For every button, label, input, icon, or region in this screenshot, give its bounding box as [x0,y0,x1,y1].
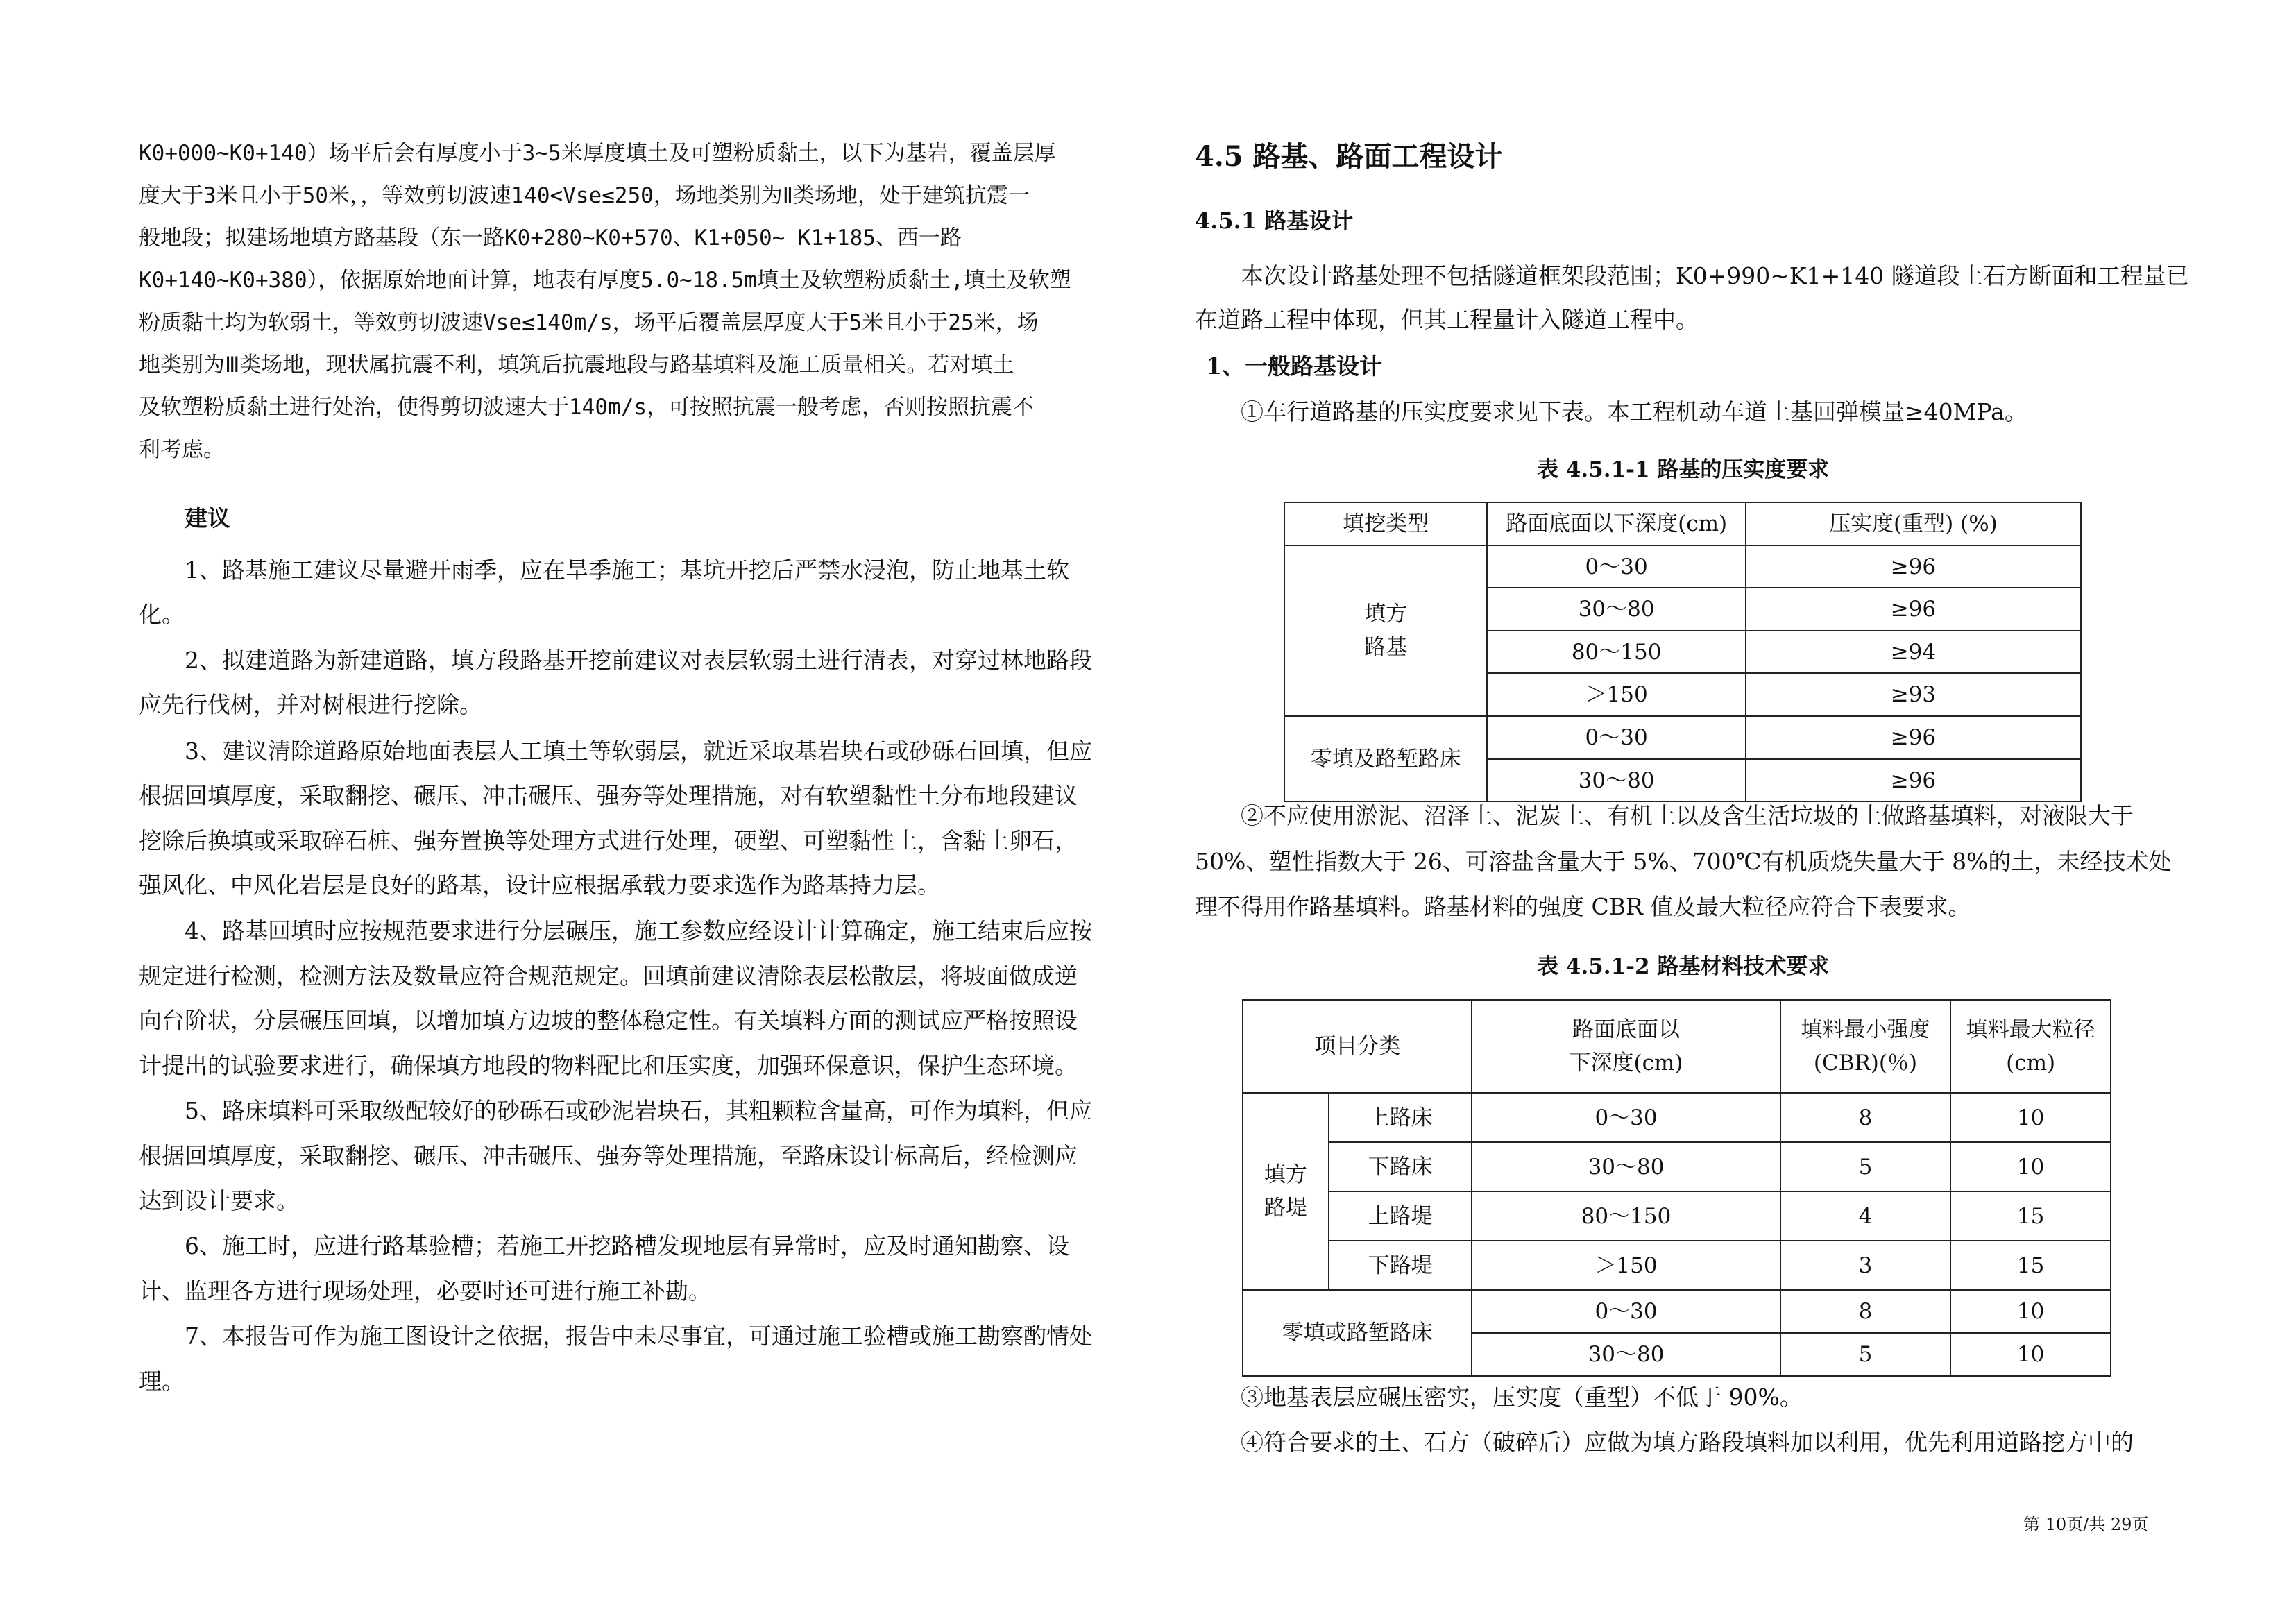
suggest-line: 计、监理各方进行现场处理，必要时还可进行施工补勘。 [139,1277,711,1305]
item-2-line: 理不得用作路基填料。路基材料的强度 CBR 值及最大粒径应符合下表要求。 [1195,893,1971,920]
suggest-line: 4、路基回填时应按规范要求进行分层碾压，施工参数应经设计计算确定，施工结束后应按 [185,917,1092,944]
table-cell: ＞150 [1487,673,1745,716]
table-row [1243,1142,2111,1191]
table-cell: 80～150 [1487,631,1745,673]
suggest-line: 规定进行检测，检测方法及数量应符合规范规定。回填前建议清除表层松散层，将坡面做成逆 [139,962,1078,989]
table-row [1284,545,2081,588]
suggest-line: 达到设计要求。 [139,1187,299,1214]
body-line: 度大于3米且小于50米，，等效剪切波速140<Vse≤250，场地类别为Ⅱ类场地，处于建筑抗震一 [139,183,1030,208]
body-line: K0+140~K0+380），依据原始地面计算，地表有厚度5.0~18.5m填土及软塑粉质黏土,填土及软塑 [139,268,1071,293]
table-header-row [1284,502,2081,545]
table-cell: 8 [1780,1093,1951,1142]
group-cell: 填方 路基 [1284,545,1487,716]
table-cell: 0～30 [1487,545,1745,588]
suggest-line: 5、路床填料可采取级配较好的砂砾石或砂泥岩块石，其粗颗粒含量高，可作为填料，但应 [185,1097,1092,1124]
subsection-title: 4.5.1 路基设计 [1195,207,1354,234]
table-cell: 80～150 [1472,1191,1780,1241]
suggest-line: 向台阶状，分层碾压回填，以增加填方边坡的整体稳定性。有关填料方面的测试应严格按照设 [139,1007,1078,1034]
table-row [1284,716,2081,759]
body-line: K0+000~K0+140）场平后会有厚度小于3~5米厚度填土及可塑粉质黏土，以下为基岩，覆盖层厚 [139,141,1056,166]
table-cell: ≥96 [1746,588,2081,631]
suggest-heading: 建议 [185,504,230,532]
table2-caption: 表 4.5.1-2 路基材料技术要求 [1537,954,1830,979]
table-cell: 30～80 [1472,1333,1780,1376]
paragraph-line: 在道路工程中体现，但其工程量计入隧道工程中。 [1195,306,1699,333]
suggest-line: 3、建议清除道路原始地面表层人工填土等软弱层，就近采取基岩块石或砂砾石回填，但应 [185,738,1092,765]
table-materials [1242,999,2111,1377]
suggest-line: 根据回填厚度，采取翻挖、碾压、冲击碾压、强夯等处理措施，至路床设计标高后，经检测应 [139,1142,1078,1169]
table-cell: ＞150 [1472,1241,1780,1290]
body-line: 粉质黏土均为软弱土，等效剪切波速Vse≤140m/s，场平后覆盖层厚度大于5米且小于25米，场 [139,310,1039,335]
table-cell: 10 [1950,1093,2111,1142]
table-cell: 0～30 [1472,1093,1780,1142]
table-cell: ≥96 [1746,545,2081,588]
group-cell: 零填或路堑路床 [1243,1290,1472,1376]
table-cell: 30～80 [1487,759,1745,801]
table-header-row [1243,1000,2111,1093]
table-cell: 15 [1950,1241,2111,1290]
group-cell: 零填及路堑路床 [1284,716,1487,801]
table-cell: ≥96 [1746,759,2081,801]
table-cell: 5 [1780,1142,1951,1191]
table-cell: 0～30 [1472,1290,1780,1333]
table-cell: 10 [1950,1290,2111,1333]
suggest-line: 理。 [139,1368,185,1395]
header-cell: 路面底面以下深度(cm) [1487,502,1745,545]
table-cell: 上路堤 [1329,1191,1472,1241]
table-cell: ≥94 [1746,631,2081,673]
item-2-line: 50%、塑性指数大于 26、可溶盐含量大于 5%、700℃有机质烧失量大于 8%的土，未经技术处 [1195,848,2172,875]
suggest-line: 强风化、中风化岩层是良好的路基，设计应根据承载力要求选作为路基持力层。 [139,872,940,899]
header-cell: 项目分类 [1243,1000,1472,1093]
suggest-line: 6、施工时，应进行路基验槽；若施工开挖路槽发现地层有异常时，应及时通知勘察、设 [185,1232,1069,1259]
table-cell: 4 [1780,1191,1951,1241]
suggest-line: 应先行伐树，并对树根进行挖除。 [139,691,482,718]
body-line: 般地段；拟建场地填方路基段（东一路K0+280~K0+570、K1+050~ K1+185、西一路 [139,226,962,250]
suggest-line: 1、路基施工建议尽量避开雨季，应在旱季施工；基坑开挖后严禁水浸泡，防止地基土软 [185,556,1069,584]
table-cell: 3 [1780,1241,1951,1290]
item-4: ④符合要求的土、石方（破碎后）应做为填方路段填料加以利用，优先利用道路挖方中的 [1241,1429,2134,1456]
table1-caption: 表 4.5.1-1 路基的压实度要求 [1537,457,1830,482]
page-number: 第 10页/共 29页 [2023,1515,2149,1534]
general-heading: 1、一般路基设计 [1206,352,1382,380]
header-cell: 填料最大粒径 (cm) [1950,1000,2111,1093]
item-3: ③地基表层应碾压密实，压实度（重型）不低于 90%。 [1241,1384,1803,1411]
header-cell: 填料最小强度 (CBR)(％) [1780,1000,1951,1093]
suggest-line: 根据回填厚度，采取翻挖、碾压、冲击碾压、强夯等处理措施，对有软塑黏性土分布地段建议 [139,782,1078,809]
header-cell: 路面底面以 下深度(cm) [1472,1000,1780,1093]
suggest-line: 挖除后换填或采取碎石桩、强夯置换等处理方式进行处理，硬塑、可塑黏性土，含黏土卵石， [139,827,1078,854]
item-1: ①车行道路基的压实度要求见下表。本工程机动车道土基回弹模量≥40MPa。 [1241,398,2027,425]
table-compaction [1284,502,2082,802]
table-cell: 8 [1780,1290,1951,1333]
table-cell: 30～80 [1472,1142,1780,1191]
suggest-line: 2、拟建道路为新建道路，填方段路基开挖前建议对表层软弱土进行清表，对穿过林地路段 [185,647,1092,674]
table-cell: 10 [1950,1333,2111,1376]
table-cell: ≥96 [1746,716,2081,759]
group-cell: 填方 路堤 [1243,1093,1329,1290]
section-title: 4.5 路基、路面工程设计 [1195,140,1503,173]
table-row [1243,1191,2111,1241]
body-line: 及软塑粉质黏土进行处治，使得剪切波速大于140m/s，可按照抗震一般考虑，否则按照抗震不 [139,395,1034,420]
table-row [1243,1093,2111,1142]
table-row [1243,1290,2111,1333]
table-cell: 15 [1950,1191,2111,1241]
table-cell: 10 [1950,1142,2111,1191]
table-cell: 下路床 [1329,1142,1472,1191]
table-row [1243,1241,2111,1290]
body-line: 利考虑。 [139,437,225,462]
table-cell: 30～80 [1487,588,1745,631]
table-cell: 上路床 [1329,1093,1472,1142]
table-cell: 5 [1780,1333,1951,1376]
header-cell: 填挖类型 [1284,502,1487,545]
suggest-line: 7、本报告可作为施工图设计之依据，报告中未尽事宜，可通过施工验槽或施工勘察酌情处 [185,1323,1092,1350]
table-cell: 0～30 [1487,716,1745,759]
table-cell: ≥93 [1746,673,2081,716]
body-line: 地类别为Ⅲ类场地，现状属抗震不利，填筑后抗震地段与路基填料及施工质量相关。若对填土 [139,352,1014,377]
suggest-line: 化。 [139,601,185,628]
header-cell: 压实度(重型) (%) [1746,502,2081,545]
suggest-line: 计提出的试验要求进行，确保填方地段的物料配比和压实度，加强环保意识，保护生态环境。 [139,1052,1078,1079]
table-cell: 下路堤 [1329,1241,1472,1290]
item-2-line: ②不应使用淤泥、沼泽土、泥炭土、有机土以及含生活垃圾的土做路基填料，对液限大于 [1241,802,2134,829]
paragraph-line: 本次设计路基处理不包括隧道框架段范围；K0+990~K1+140 隧道段土石方断面和工程量已 [1241,262,2189,289]
